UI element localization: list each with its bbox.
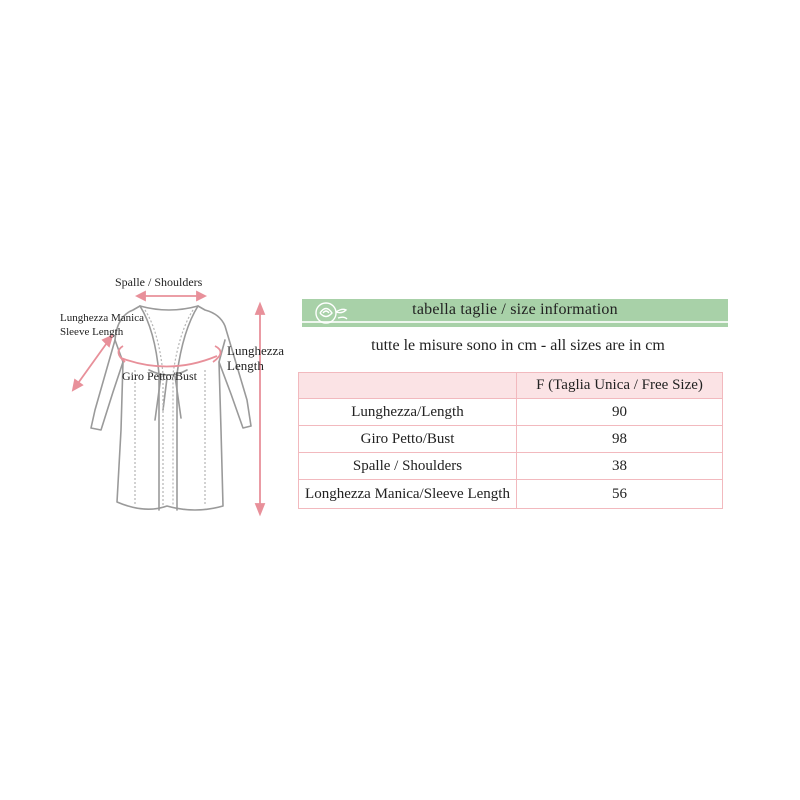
- table-row: [299, 426, 723, 453]
- size-column-header: F (Taglia Unica / Free Size): [517, 373, 723, 399]
- measurement-value: 90: [517, 399, 723, 426]
- garment-diagram: [55, 270, 295, 520]
- units-note: tutte le misure sono in cm - all sizes are in cm: [371, 337, 665, 354]
- size-table: [298, 372, 723, 509]
- table-row: [299, 399, 723, 426]
- measurement-value: 98: [517, 426, 723, 453]
- measurement-label: Longhezza Manica/Sleeve Length: [299, 480, 517, 509]
- size-info-header: [302, 299, 728, 327]
- header-rule: [302, 321, 728, 323]
- shoulders-label: Spalle / Shoulders: [115, 275, 203, 289]
- size-info-title: tabella taglie / size information: [412, 301, 618, 318]
- sleeve-length-label-en: Sleeve Length: [60, 326, 124, 338]
- table-header-empty-cell: [299, 373, 517, 399]
- table-row: [299, 480, 723, 509]
- measurement-label: Spalle / Shoulders: [299, 453, 517, 480]
- measurement-label: Lunghezza/Length: [299, 399, 517, 426]
- length-label-it: Lunghezza: [227, 343, 285, 358]
- measurement-label: Giro Petto/Bust: [299, 426, 517, 453]
- kimono-illustration: [55, 270, 295, 520]
- sleeve-length-label-it: Lunghezza Manica: [60, 312, 144, 324]
- table-row: [299, 453, 723, 480]
- measurement-value: 38: [517, 453, 723, 480]
- length-label-en: Length: [227, 358, 264, 373]
- table-header-row: [299, 373, 723, 399]
- measurement-value: 56: [517, 480, 723, 509]
- bust-label: Giro Petto/Bust: [122, 369, 198, 383]
